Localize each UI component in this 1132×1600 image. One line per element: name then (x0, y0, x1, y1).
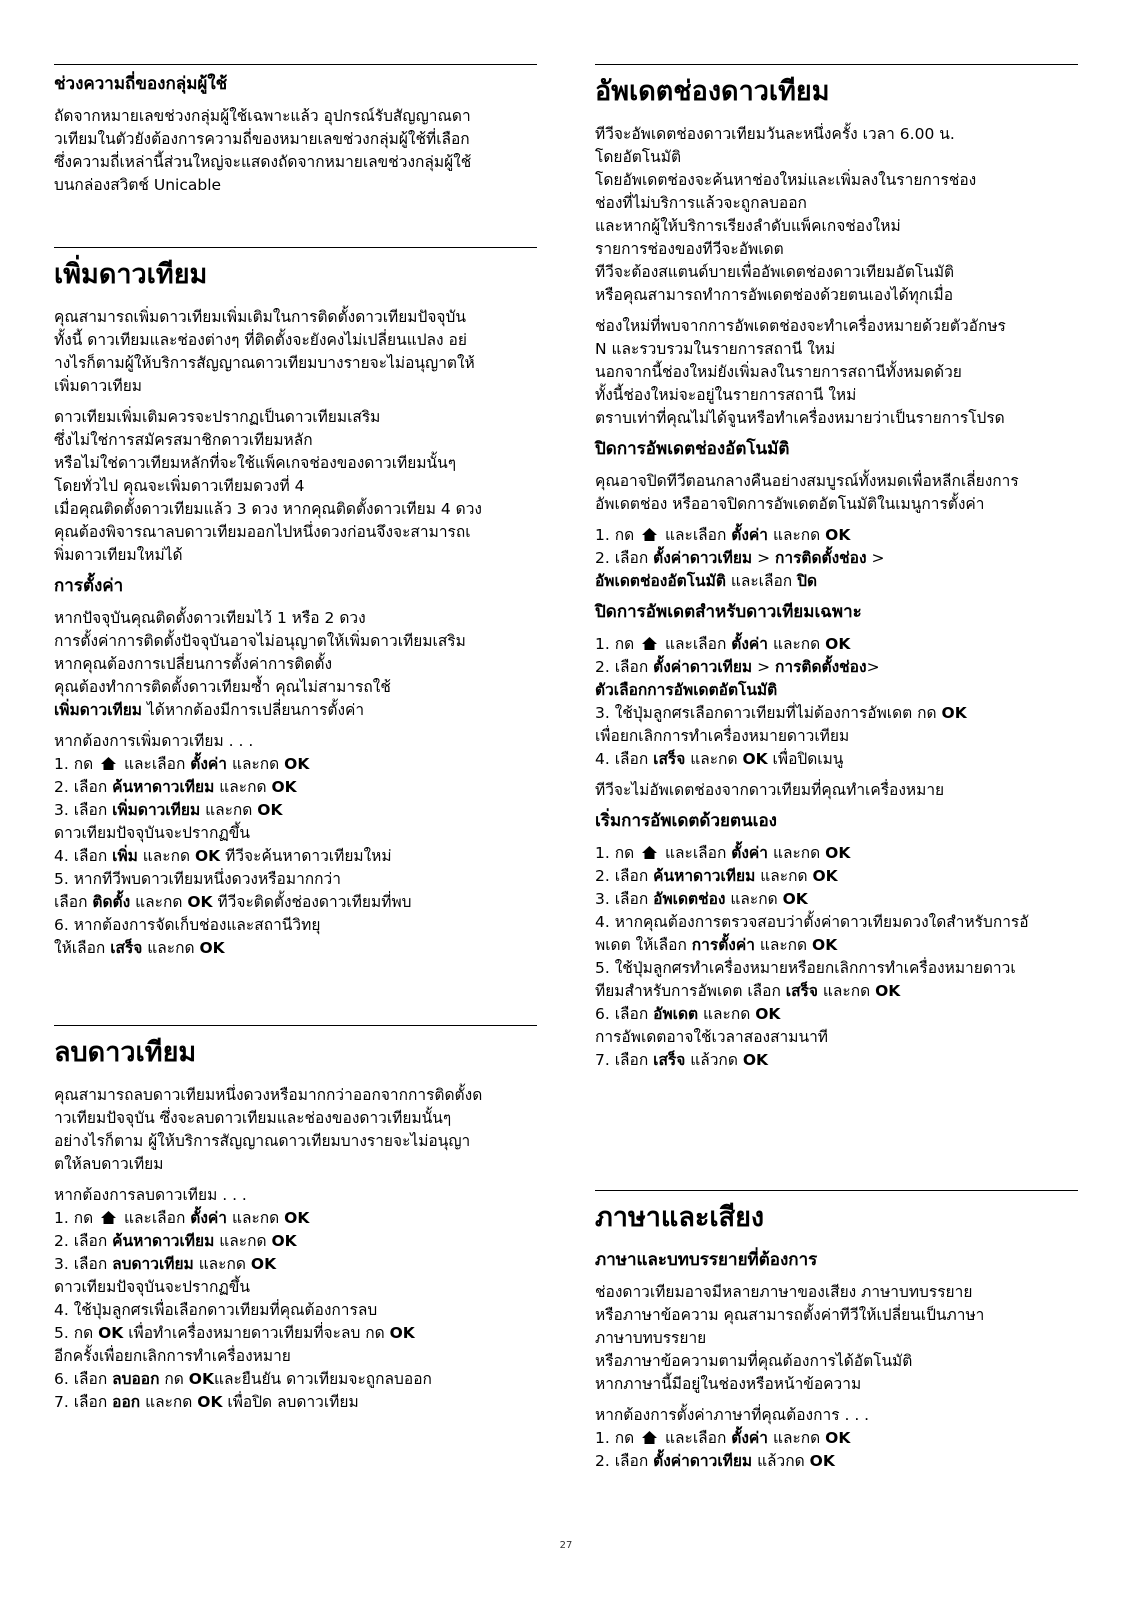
text-line: นอกจากนี้ช่องใหม่ยังเพิ่มลงในรายการสถานีทั้งหมดด้วย (595, 363, 962, 381)
remove-satellite-section (54, 1025, 537, 1414)
home-icon (641, 527, 658, 542)
ok-key: OK (755, 1005, 781, 1023)
text-line: คุณสามารถเพิ่มดาวเทียมเพิ่มเติมในการติดตั้งดาวเทียมปัจจุบัน (54, 308, 466, 326)
text-line: หรือภาษาข้อความ คุณสามารถตั้งค่าทีวีให้เปลี่ยนเป็นภาษา (595, 1306, 985, 1324)
ok-key: OK (188, 1370, 214, 1388)
remove-satellite-intro (54, 1084, 537, 1176)
step-6-cont (54, 937, 537, 960)
text-line: ช่องดาวเทียมอาจมีหลายภาษาของเสียง ภาษาบทบรรยาย (595, 1283, 973, 1301)
right-column (595, 64, 1078, 1481)
step-1 (54, 753, 537, 776)
text-line: อัพเดตช่อง หรืออาจปิดการอัพเดตอัตโนมัติในเมนูการตั้งค่า (595, 495, 985, 513)
step-3 (54, 799, 537, 822)
text-span: > (752, 658, 775, 676)
step-2 (54, 776, 537, 799)
text-line: โดยทั่วไป คุณจะเพิ่มดาวเทียมดวงที่ 4 (54, 477, 305, 495)
step-4-cont (595, 934, 1078, 957)
text-span: แล้วกด (752, 1452, 810, 1470)
ok-key: OK (812, 867, 838, 885)
text-span: และกด (772, 1429, 821, 1447)
text-span: 1. กด (595, 1429, 635, 1447)
user-band-section (54, 64, 537, 247)
text-span: 6. เลือก (595, 1005, 654, 1023)
text-line: เพิ่มดาวเทียม (54, 377, 143, 395)
step-5 (54, 1322, 537, 1345)
steps-intro: หากต้องการเพิ่มดาวเทียม . . . (54, 732, 254, 750)
home-icon (641, 1430, 658, 1445)
update-channels-title: อัพเดตช่องดาวเทียม (595, 76, 830, 107)
text-span: 2. เลือก (54, 1232, 113, 1250)
ok-key: OK (195, 847, 221, 865)
text-span: ได้หากต้องมีการเปลี่ยนการตั้งค่า (142, 701, 365, 719)
home-icon (100, 756, 117, 771)
off-specific-note: ทีวีจะไม่อัพเดตช่องจากดาวเทียมที่คุณทำเครื่องหมาย (595, 781, 945, 799)
text-line: ทั้งนี้ ดาวเทียมและช่องต่างๆ ที่ติดตั้งจะยังคงไม่เปลี่ยนแปลง อย่ (54, 331, 467, 349)
text-span: และกด (231, 755, 280, 773)
menu-term: เพิ่มดาวเทียม (112, 801, 201, 819)
step-5: 5. หากทีวีพบดาวเทียมหนึ่งดวงหรือมากกว่า (54, 870, 341, 888)
ok-key: OK (825, 1429, 851, 1447)
ok-key: OK (271, 778, 297, 796)
step-7 (54, 1391, 537, 1414)
text-span: และเลือก (665, 635, 727, 653)
step-5-cont (54, 891, 537, 914)
home-icon (641, 636, 658, 651)
step-6 (54, 1368, 537, 1391)
text-span: > (752, 549, 775, 567)
step-5-cont (595, 980, 1078, 1003)
text-line: N และรวบรวมในรายการสถานี ใหม่ (595, 340, 836, 358)
manual-update-steps (595, 842, 1078, 1072)
off-specific-steps (595, 633, 1078, 771)
text-span: และกด (725, 890, 783, 908)
ok-key: OK (199, 939, 225, 957)
text-span: และเลือก (665, 526, 727, 544)
menu-term: ตั้งค่า (731, 635, 769, 653)
ok-key: OK (742, 1051, 768, 1069)
text-span: 1. กด (595, 635, 635, 653)
text-span: ให้เลือก (54, 939, 111, 957)
menu-term: ค้นหาดาวเทียม (112, 1232, 215, 1250)
step-3 (595, 702, 1078, 725)
step-2 (54, 1230, 537, 1253)
text-line: ช่องที่ไม่บริการแล้วจะถูกลบออก (595, 194, 807, 212)
text-line: คุณต้องพิจารณาลบดาวเทียมออกไปหนึ่งดวงก่อนจึงจะสามารถเ (54, 523, 471, 541)
text-span: 2. เลือก (595, 549, 654, 567)
step-6: 6. หากต้องการจัดเก็บช่องและสถานีวิทยุ (54, 916, 321, 934)
text-span: 6. เลือก (54, 1370, 113, 1388)
menu-term: อัพเดต (653, 1005, 699, 1023)
text-line: รายการช่องของทีวีจะอัพเดต (595, 240, 784, 258)
menu-term: ตัวเลือกการอัพเดตอัตโนมัติ (595, 681, 778, 699)
ok-key: OK (197, 1393, 223, 1411)
text-span: และเลือก (725, 572, 798, 590)
text-span: กด (159, 1370, 189, 1388)
user-band-heading: ช่วงความถี่ของกลุ่มผู้ใช้ (54, 74, 228, 94)
text-line: โดยอัตโนมัติ (595, 148, 682, 166)
text-line (54, 699, 537, 722)
ok-key: OK (187, 893, 213, 911)
menu-term: ตั้งค่า (190, 755, 228, 773)
step-1 (595, 842, 1078, 865)
ok-key: OK (271, 1232, 297, 1250)
menu-term: เสร็จ (785, 982, 818, 1000)
text-span: และกด (200, 801, 258, 819)
off-auto-text (595, 470, 1078, 516)
step-note: การอัพเดตอาจใช้เวลาสองสามนาที (595, 1028, 828, 1046)
ok-key: OK (250, 1255, 277, 1273)
text-line: อย่างไรก็ตาม ผู้ให้บริการสัญญาณดาวเทียมบางรายจะไม่อนุญา (54, 1132, 471, 1150)
text-line: างไรก็ตามผู้ให้บริการสัญญาณดาวเทียมบางรายจะไม่อนุญาตให้ (54, 354, 475, 372)
ok-key: OK (782, 890, 808, 908)
menu-term: ตั้งค่าดาวเทียม (653, 658, 753, 676)
step-3 (54, 1253, 537, 1276)
step-1 (595, 1427, 1078, 1450)
menu-term: ติดตั้ง (92, 893, 131, 911)
home-icon (641, 845, 658, 860)
text-span: เพื่อทำเครื่องหมายดาวเทียมที่จะลบ กด (123, 1324, 390, 1342)
ok-key: OK (825, 526, 851, 544)
text-span: 1. กด (54, 755, 94, 773)
left-column (54, 64, 537, 1422)
text-span: แล้วกด (685, 1051, 743, 1069)
step-4: 4. ใช้ปุ่มลูกศรเพื่อเลือกดาวเทียมที่คุณต้องการลบ (54, 1301, 378, 1319)
step-1 (54, 1207, 537, 1230)
text-line: ซึ่งความถี่เหล่านี้ส่วนใหญ่จะแสดงถัดจากหมายเลขช่วงกลุ่มผู้ใช้ (54, 153, 472, 171)
text-span: และกด (137, 847, 195, 865)
menu-term: อัพเดตช่อง (653, 890, 726, 908)
off-specific-heading: ปิดการอัพเดตสำหรับดาวเทียมเฉพาะ (595, 602, 862, 622)
step-4 (54, 845, 537, 868)
menu-term: ตั้งค่า (190, 1209, 228, 1227)
text-span: และเลือก (665, 844, 727, 862)
text-line: คุณอาจปิดทีวีตอนกลางคืนอย่างสมบูรณ์ทั้งหมดเพื่อหลีกเลี่ยงการ (595, 472, 1019, 490)
text-span: และกด (130, 893, 188, 911)
text-line: หากคุณต้องการเปลี่ยนการตั้งค่าการติดตั้ง (54, 655, 333, 673)
ok-key: OK (825, 844, 851, 862)
text-line: เมื่อคุณติดตั้งดาวเทียมแล้ว 3 ดวง หากคุณติดตั้งดาวเทียม 4 ดวง (54, 500, 482, 518)
settings-heading: การตั้งค่า (54, 576, 124, 596)
manual-update-heading: เริ่มการอัพเดตด้วยตนเอง (595, 811, 777, 831)
text-span: > (866, 549, 885, 567)
ok-key: OK (284, 1209, 310, 1227)
text-line: ภาษาบทบรรยาย (595, 1329, 707, 1347)
ok-key: OK (98, 1324, 124, 1342)
page-number: 27 (559, 1540, 573, 1551)
text-span: 1. กด (595, 526, 635, 544)
off-auto-heading: ปิดการอัพเดตช่องอัตโนมัติ (595, 439, 790, 459)
text-span: พเดต ให้เลือก (595, 936, 692, 954)
add-satellite-steps (54, 730, 537, 960)
text-span: และกด (772, 844, 821, 862)
text-span: เลือก (54, 893, 93, 911)
text-span: 5. กด (54, 1324, 99, 1342)
menu-term: อัพเดตช่องอัตโนมัติ (595, 572, 726, 590)
off-auto-steps (595, 524, 1078, 593)
menu-term: ลบดาวเทียม (112, 1255, 194, 1273)
text-span: 4. เลือก (54, 847, 113, 865)
step-2 (595, 865, 1078, 888)
step-2-cont (595, 570, 1078, 593)
update-channels-intro (595, 123, 1078, 307)
settings-text (54, 607, 537, 722)
ok-key: OK (742, 750, 768, 768)
ok-key: OK (389, 1324, 415, 1342)
steps-intro: หากต้องการลบดาวเทียม . . . (54, 1186, 247, 1204)
ok-key: OK (809, 1452, 835, 1470)
user-band-paragraph (54, 105, 537, 197)
text-line: ทั้งนี้ช่องใหม่จะอยู่ในรายการสถานี ใหม่ (595, 386, 857, 404)
text-line: บนกล่องสวิตช์ Unicable (54, 176, 222, 194)
step-3 (595, 888, 1078, 911)
text-span: เพื่อปิดเมนู (767, 750, 844, 768)
text-span: 2. เลือก (595, 1452, 654, 1470)
menu-term: ตั้งค่า (731, 844, 769, 862)
menu-term: เพิ่ม (112, 847, 138, 865)
text-line: ทีวีจะต้องสแตนด์บายเพื่ออัพเดตช่องดาวเทียมอัตโนมัติ (595, 263, 955, 281)
text-line: และหากผู้ให้บริการเรียงลำดับแพ็คเกจช่องใหม่ (595, 217, 901, 235)
text-line: หรือไม่ใช่ดาวเทียมหลักที่จะใช้แพ็คเกจช่องของดาวเทียมนั้นๆ (54, 454, 457, 472)
steps-intro: หากต้องการตั้งค่าภาษาที่คุณต้องการ . . . (595, 1406, 870, 1424)
text-span: 2. เลือก (54, 778, 113, 796)
text-span: และเลือก (124, 755, 186, 773)
menu-term: ออก (112, 1393, 141, 1411)
add-satellite-intro (54, 306, 537, 398)
menu-term: ลบออก (112, 1370, 160, 1388)
ok-key: OK (284, 755, 310, 773)
text-span: และกด (214, 1232, 272, 1250)
language-audio-title: ภาษาและเสียง (595, 1202, 765, 1233)
menu-term: ตั้งค่าดาวเทียม (653, 1452, 753, 1470)
menu-term: การติดตั้งช่อง (774, 549, 867, 567)
step-4 (595, 748, 1078, 771)
text-line: คุณสามารถลบดาวเทียมหนึ่งดวงหรือมากกว่าออกจากการติดตั้งด (54, 1086, 483, 1104)
language-audio-section (595, 1190, 1078, 1473)
text-span: 3. เลือก (595, 890, 654, 908)
text-line: ถัดจากหมายเลขช่วงกลุ่มผู้ใช้เฉพาะแล้ว อุปกรณ์รับสัญญาณดา (54, 107, 471, 125)
text-span: 3. เลือก (54, 1255, 113, 1273)
text-line: โดยอัพเดตช่องจะค้นหาช่องใหม่และเพิ่มลงในรายการช่อง (595, 171, 977, 189)
text-span: และกด (231, 1209, 280, 1227)
add-satellite-title: เพิ่มดาวเทียม (54, 259, 208, 290)
ok-key: OK (825, 635, 851, 653)
menu-term: เพิ่มดาวเทียม (54, 701, 143, 719)
step-7 (595, 1049, 1078, 1072)
menu-term: ตั้งค่า (731, 526, 769, 544)
menu-term: ปิด (797, 572, 818, 590)
text-span: และกด (193, 1255, 251, 1273)
text-line: ทีวีจะอัพเดตช่องดาวเทียมวันละหนึ่งครั้ง เวลา 6.00 น. (595, 125, 955, 143)
menu-term: ตั้งค่า (731, 1429, 769, 1447)
text-line: หรือภาษาข้อความตามที่คุณต้องการได้อัตโนมัติ (595, 1352, 913, 1370)
text-line: ซึ่งไม่ใช่การสมัครสมาชิกดาวเทียมหลัก (54, 431, 313, 449)
menu-term: ค้นหาดาวเทียม (112, 778, 215, 796)
home-icon (100, 1210, 117, 1225)
step-1 (595, 633, 1078, 656)
text-span: > (866, 658, 880, 676)
text-line: ดาวเทียมเพิ่มเติมควรจะปรากฏเป็นดาวเทียมเสริม (54, 408, 381, 426)
new-channels-note (595, 315, 1078, 430)
text-span: และเลือก (124, 1209, 186, 1227)
menu-term: เสร็จ (653, 1051, 686, 1069)
step-note: ดาวเทียมปัจจุบันจะปรากฏขึ้น (54, 824, 250, 842)
text-line: ตราบเท่าที่คุณไม่ได้จูนหรือทำเครื่องหมายว่าเป็นรายการโปรด (595, 409, 1005, 427)
language-audio-text (595, 1281, 1078, 1396)
text-span: และกด (754, 936, 813, 954)
text-line: หรือคุณสามารถทำการอัพเดตช่องด้วยตนเองได้ทุกเมื่อ (595, 286, 954, 304)
text-span: 1. กด (595, 844, 635, 862)
ok-key: OK (941, 704, 967, 722)
text-span: และกด (772, 526, 821, 544)
text-line: าวเทียมปัจจุบัน ซึ่งจะลบดาวเทียมและช่องของดาวเทียมนั้นๆ (54, 1109, 452, 1127)
text-span: ทียมสำหรับการอัพเดต เลือก (595, 982, 786, 1000)
ok-key: OK (875, 982, 901, 1000)
step-1 (595, 524, 1078, 547)
text-span: และกด (817, 982, 876, 1000)
step-5-cont: อีกครั้งเพื่อยกเลิกการทำเครื่องหมาย (54, 1347, 291, 1365)
text-span: เพื่อปิด ลบดาวเทียม (222, 1393, 359, 1411)
add-satellite-section (54, 247, 537, 1025)
step-2 (595, 547, 1078, 570)
text-span: และกด (685, 750, 743, 768)
menu-term: เสร็จ (110, 939, 143, 957)
update-channels-section (595, 64, 1078, 1190)
text-span: ทีวีจะติดตั้งช่องดาวเทียมที่พบ (212, 893, 412, 911)
ok-key: OK (257, 801, 283, 819)
text-span: และกด (214, 778, 272, 796)
preferred-language-heading: ภาษาและบทบรรยายที่ต้องการ (595, 1250, 818, 1270)
text-line: การตั้งค่าการติดตั้งปัจจุบันอาจไม่อนุญาตให้เพิ่มดาวเทียมเสริม (54, 632, 466, 650)
text-line: หากปัจจุบันคุณติดตั้งดาวเทียมไว้ 1 หรือ 2 ดวง (54, 609, 366, 627)
text-span: 3. เลือก (54, 801, 113, 819)
step-4: 4. หากคุณต้องการตรวจสอบว่าตั้งค่าดาวเทียมดวงใดสำหรับการอั (595, 913, 1029, 931)
text-line: คุณต้องทำการติดตั้งดาวเทียมซ้ำ คุณไม่สามารถใช้ (54, 678, 391, 696)
text-span: ทีวีจะค้นหาดาวเทียมใหม่ (220, 847, 392, 865)
step-2 (595, 656, 1078, 679)
step-3-cont: เพื่อยกเลิกการทำเครื่องหมายดาวเทียม (595, 727, 850, 745)
language-audio-steps (595, 1404, 1078, 1473)
text-line: หากภาษานี้มีอยู่ในช่องหรือหน้าข้อความ (595, 1375, 862, 1393)
text-span: 1. กด (54, 1209, 94, 1227)
text-line: ตให้ลบดาวเทียม (54, 1155, 164, 1173)
step-2 (595, 1450, 1078, 1473)
text-span: 3. ใช้ปุ่มลูกศรเลือกดาวเทียมที่ไม่ต้องการอัพเดต กด (595, 704, 942, 722)
text-span: และกด (142, 939, 200, 957)
text-span: และกด (698, 1005, 756, 1023)
text-span: 4. เลือก (595, 750, 654, 768)
remove-satellite-steps (54, 1184, 537, 1414)
text-line: ช่องใหม่ที่พบจากการอัพเดตช่องจะทำเครื่องหมายด้วยตัวอักษร (595, 317, 1006, 335)
text-span: 7. เลือก (54, 1393, 113, 1411)
menu-term: เสร็จ (653, 750, 686, 768)
add-satellite-details (54, 406, 537, 567)
step-note: ดาวเทียมปัจจุบันจะปรากฏขึ้น (54, 1278, 250, 1296)
text-span: และยืนยัน ดาวเทียมจะถูกลบออก (213, 1370, 432, 1388)
menu-term: ค้นหาดาวเทียม (653, 867, 756, 885)
step-6 (595, 1003, 1078, 1026)
text-span: และเลือก (665, 1429, 727, 1447)
text-span: 7. เลือก (595, 1051, 654, 1069)
text-span: และกด (755, 867, 813, 885)
text-span: 2. เลือก (595, 867, 654, 885)
text-line: พิ่มดาวเทียมใหม่ได้ (54, 546, 183, 564)
ok-key: OK (812, 936, 838, 954)
menu-term: การตั้งค่า (691, 936, 755, 954)
text-span: 2. เลือก (595, 658, 654, 676)
text-span: และกด (140, 1393, 198, 1411)
step-5: 5. ใช้ปุ่มลูกศรทำเครื่องหมายหรือยกเลิกการทำเครื่องหมายดาวเ (595, 959, 1016, 977)
text-span: และกด (772, 635, 821, 653)
menu-term: การติดตั้งช่อง (774, 658, 867, 676)
menu-term: ตั้งค่าดาวเทียม (653, 549, 753, 567)
remove-satellite-title: ลบดาวเทียม (54, 1037, 197, 1068)
text-line: วเทียมในตัวยังต้องการความถี่ของหมายเลขช่วงกลุ่มผู้ใช้ที่เลือก (54, 130, 470, 148)
